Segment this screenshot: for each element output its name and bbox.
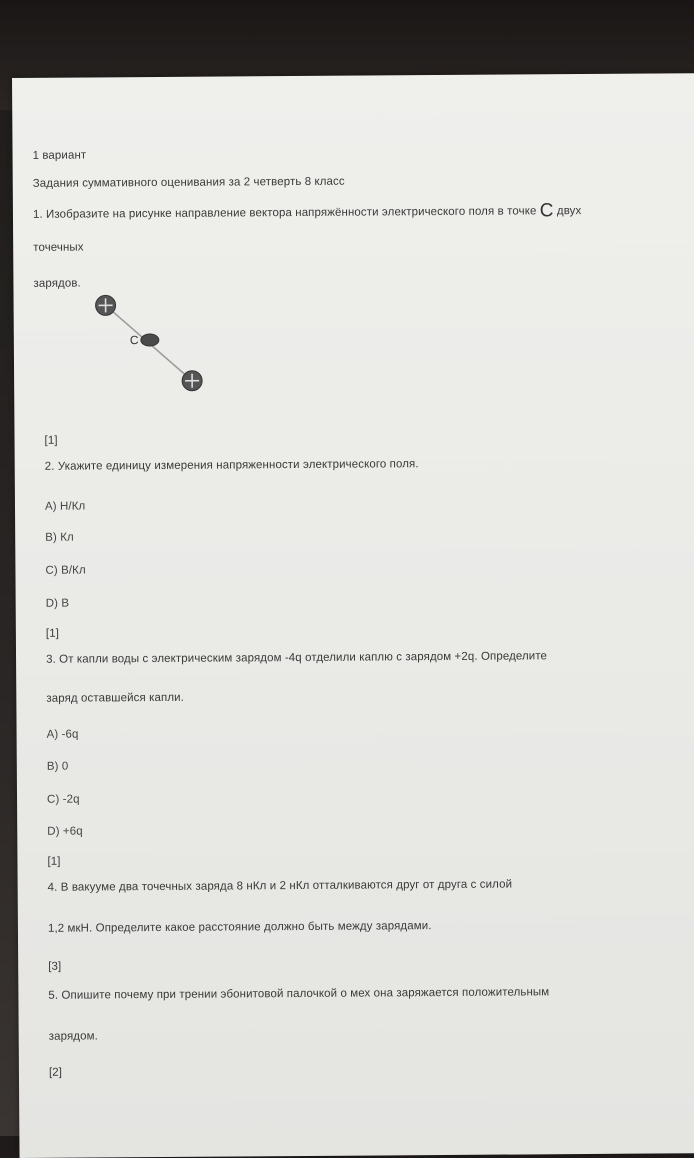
charges-diagram xyxy=(93,287,214,398)
q1-point-letter: С xyxy=(540,200,554,221)
q5-text-line1: 5. Опишите почему при трении эбонитовой палочкой о мех она заряжается положительным xyxy=(48,986,549,1001)
point-c-label: С xyxy=(130,333,139,347)
q4-marks: [3] xyxy=(48,961,61,973)
q1-text-line3: зарядов. xyxy=(33,278,80,290)
point-c-marker xyxy=(141,334,159,346)
q2-option-c: С) В/Кл xyxy=(45,564,85,576)
q2-option-b: В) Кл xyxy=(45,532,74,544)
q3-marks: [1] xyxy=(47,856,60,868)
worksheet-page xyxy=(12,73,694,1158)
q2-text: 2. Укажите единицу измерения напряженности электрического поля. xyxy=(45,458,419,473)
q1-line1-end: двух xyxy=(557,205,582,217)
q3-option-a: А) -6q xyxy=(47,729,79,741)
q1-text-line2: точечных xyxy=(33,242,84,254)
q4-text-line2: 1,2 мкН. Определите какое расстояние должно быть между зарядами. xyxy=(48,920,432,935)
q5-marks: [2] xyxy=(49,1067,62,1079)
worksheet-heading: Задания суммативного оценивания за 2 четверть 8 класс xyxy=(33,176,345,190)
q3-option-d: D) +6q xyxy=(47,826,83,838)
q3-text-line1: 3. От капли воды с электрическим зарядом -4q отделили каплю с зарядом +2q. Определите xyxy=(46,650,547,665)
q1-line1: 1. Изобразите на рисунке направление вектора напряжённости электрического поля в точке xyxy=(33,205,537,221)
q3-text-line2: заряд оставшейся капли. xyxy=(46,692,184,705)
positive-charge-2 xyxy=(182,371,202,391)
positive-charge-1 xyxy=(96,295,116,315)
q1-text-line1 xyxy=(33,198,582,224)
q1-marks: [1] xyxy=(44,435,57,447)
q3-option-b: В) 0 xyxy=(47,761,69,773)
q2-marks: [1] xyxy=(46,628,59,640)
q4-text-line1: 4. В вакууме два точечных заряда 8 нКл и 2 нКл отталкиваются друг от друга с силой xyxy=(48,879,513,894)
q5-text-line2: зарядом. xyxy=(49,1030,98,1042)
variant-label: 1 вариант xyxy=(33,149,87,161)
q2-option-d: D) В xyxy=(46,598,69,610)
q2-option-a: А) Н/Кл xyxy=(45,500,85,512)
q3-option-c: С) -2q xyxy=(47,794,80,806)
